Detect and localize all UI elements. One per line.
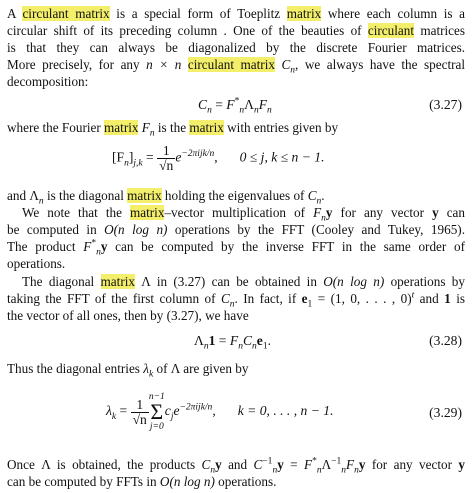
math-superscript: −1	[331, 456, 342, 467]
math-subscript: n	[341, 465, 347, 476]
text: where the Fourier	[7, 120, 105, 135]
math: Λ	[170, 361, 180, 376]
text-line	[7, 23, 465, 39]
text: matrices	[414, 23, 466, 38]
fraction	[157, 144, 175, 173]
text: is the diagonal	[43, 188, 128, 203]
text-line	[7, 290, 465, 310]
text: Once	[7, 457, 42, 472]
math: O(n log n)	[159, 474, 215, 489]
text: , we always have the spectral	[295, 57, 466, 72]
text-line	[22, 205, 465, 224]
math: F	[313, 205, 322, 220]
math: =	[142, 149, 158, 165]
text: taking the FFT of the first column of	[7, 291, 221, 306]
math: C	[253, 457, 263, 472]
equation-number: (3.29)	[429, 405, 462, 420]
math-subscript: n	[253, 105, 259, 116]
math-subscript: n	[96, 247, 101, 258]
text: are given by	[180, 361, 249, 376]
math: C	[242, 333, 253, 348]
text: The diagonal	[22, 274, 101, 289]
math: ,	[214, 149, 218, 165]
math-subscript: n	[316, 465, 322, 476]
math: C	[198, 97, 208, 112]
text: where each column is a	[321, 6, 465, 21]
math-vector: y	[432, 205, 439, 220]
math: F	[226, 97, 235, 112]
math-subscript: n	[229, 299, 235, 310]
equation-number: (3.28)	[429, 333, 462, 348]
math-subscript: k	[111, 411, 117, 422]
math: =	[215, 333, 230, 348]
text: and	[7, 188, 30, 203]
math: e	[173, 403, 180, 419]
text-line: is that they can always be diagonalized by the discrete Fourier matrices.	[7, 40, 465, 55]
math-vector: e	[256, 333, 263, 348]
math-vector: y	[458, 457, 466, 472]
math: F	[229, 333, 239, 348]
math: Λ	[41, 457, 51, 472]
equation-number: (3.27)	[429, 97, 462, 112]
math: O(n log n)	[104, 222, 168, 237]
math-vector: y	[358, 457, 366, 472]
math: F	[83, 239, 92, 254]
math-subscript: j	[170, 411, 174, 422]
text-line	[7, 238, 466, 258]
text: More precisely, for any	[7, 57, 147, 72]
math: F	[141, 120, 150, 135]
math-subscript: n	[354, 465, 359, 476]
math: .	[267, 333, 271, 348]
math-subscript: n	[267, 105, 272, 116]
text: of	[153, 361, 171, 376]
text: –vector multiplication of	[164, 205, 314, 220]
text-line	[7, 57, 466, 76]
text: is obtained, the products	[50, 457, 202, 472]
math: ,	[212, 403, 216, 419]
math-subscript: n	[238, 341, 243, 352]
text-line	[7, 188, 465, 207]
math: =	[283, 457, 305, 472]
math-subscript: n	[124, 158, 129, 169]
math-subscript: j,k	[133, 158, 143, 169]
math-superscript: *	[91, 238, 97, 249]
text: for any vector	[365, 457, 459, 472]
summation	[149, 392, 165, 432]
math: n × n	[146, 57, 182, 72]
math-subscript: n	[321, 213, 326, 224]
math: c	[164, 403, 171, 419]
text-line	[7, 6, 465, 22]
fraction-denominator: √n	[159, 158, 174, 173]
math-subscript: n	[290, 65, 296, 76]
highlighted-term: matrix	[104, 120, 139, 135]
text-line	[7, 456, 466, 476]
math-vector: y	[215, 457, 222, 472]
math-superscript: −2πijk/n	[181, 149, 215, 160]
math: Λ	[29, 188, 39, 203]
text: operations by	[384, 274, 465, 289]
math: O(n log n)	[323, 274, 385, 289]
math-subscript: 1	[307, 299, 313, 310]
highlighted-term: matrix	[127, 188, 162, 203]
math-superscript: −2πijk/n	[179, 402, 213, 413]
math: Λ	[244, 97, 254, 112]
math-vector: y	[325, 205, 333, 220]
text: for any vector	[332, 205, 433, 220]
text: We note that the	[22, 205, 131, 220]
text: can be computed by FFTs in	[7, 474, 160, 489]
summation-lower-limit: j=0	[149, 422, 164, 432]
math: =	[211, 97, 227, 112]
math-vector: 1	[208, 333, 216, 348]
math-subscript: k	[148, 369, 154, 380]
text: can be computed by the inverse FFT in the same order of	[107, 239, 466, 254]
fraction	[131, 398, 149, 427]
text-line	[7, 120, 465, 139]
math-subscript: n	[149, 128, 155, 139]
text: The product	[7, 239, 84, 254]
math-superscript: t	[411, 290, 415, 301]
text: be computed in	[7, 222, 105, 237]
highlighted-term: matrix	[286, 6, 322, 21]
text-line: the vector of all ones, then by (3.27), we have	[7, 308, 249, 323]
math: Λ	[321, 457, 332, 472]
math: λ	[143, 361, 149, 376]
text: . In fact, if	[234, 291, 302, 306]
math: =	[116, 403, 131, 419]
text-line	[7, 361, 465, 380]
text-line	[7, 474, 465, 490]
math: C	[201, 457, 211, 472]
math: C	[220, 291, 230, 306]
text-line: operations.	[7, 256, 66, 271]
math: e	[175, 149, 182, 165]
summation-sign: Σ	[150, 399, 164, 424]
text: Thus the diagonal entries	[7, 361, 144, 376]
math-superscript: *	[234, 96, 240, 107]
text: A	[7, 6, 23, 21]
highlighted-term: circulant matrix	[187, 57, 275, 72]
math: k = 0, . . . , n − 1.	[237, 403, 334, 419]
math: [F	[112, 149, 125, 165]
text	[181, 57, 188, 72]
math: F	[304, 457, 313, 472]
text: is	[450, 291, 465, 306]
fraction-numerator: 1	[162, 143, 170, 158]
math-subscript: n	[38, 196, 44, 207]
math-subscript: n	[252, 341, 257, 352]
text: with entries given by	[223, 120, 339, 135]
fraction-denominator: √n	[132, 411, 147, 427]
text: holding the eigenvalues of	[161, 188, 308, 203]
math: F	[346, 457, 355, 472]
text: and	[414, 291, 445, 306]
text: is a special form of Toeplitz	[109, 6, 287, 21]
highlighted-term: circulant	[367, 23, 415, 38]
summation-upper-limit: n−1	[148, 392, 165, 402]
math: λ	[106, 403, 112, 419]
math-vector: y	[277, 457, 284, 472]
math: C	[307, 188, 317, 203]
text: can	[438, 205, 465, 220]
highlighted-term: circulant matrix	[22, 6, 110, 21]
math-subscript: 1	[262, 341, 268, 352]
math-vector: y	[100, 239, 108, 254]
math-vector: e	[301, 291, 308, 306]
math: 0 ≤ j, k ≤ n − 1.	[239, 149, 325, 165]
fraction-numerator: 1	[136, 396, 144, 412]
highlighted-term: matrix	[189, 120, 224, 135]
math: = (1, 0, . . . , 0)	[312, 291, 412, 306]
text: in (3.27) can be obtained in	[150, 274, 324, 289]
text: circular shift of its preceding column . One of the beauties of	[7, 23, 368, 38]
text-line	[22, 274, 465, 290]
text: operations.	[214, 474, 277, 489]
text: and	[221, 457, 254, 472]
math-vector: 1	[444, 291, 451, 306]
math-subscript: n	[207, 105, 212, 116]
math-subscript: n	[210, 465, 216, 476]
math-superscript: −1	[262, 456, 273, 467]
text: operations by the FFT (Cooley and Tukey, 1965).	[167, 222, 465, 237]
math-subscript: n	[203, 341, 209, 352]
math: ]	[128, 149, 134, 165]
math: C	[281, 57, 291, 72]
math: Λ	[194, 333, 204, 348]
math-subscript: n	[239, 105, 245, 116]
math-superscript: *	[312, 456, 317, 467]
text: is the	[154, 120, 190, 135]
math: F	[258, 97, 268, 112]
math: Λ	[141, 274, 151, 289]
math-subscript: n	[316, 196, 322, 207]
text-line: decomposition:	[7, 74, 89, 89]
highlighted-term: matrix	[130, 205, 165, 220]
text-line	[7, 222, 465, 238]
text: .	[321, 188, 325, 203]
math-subscript: n	[272, 465, 278, 476]
highlighted-term: matrix	[100, 274, 135, 289]
